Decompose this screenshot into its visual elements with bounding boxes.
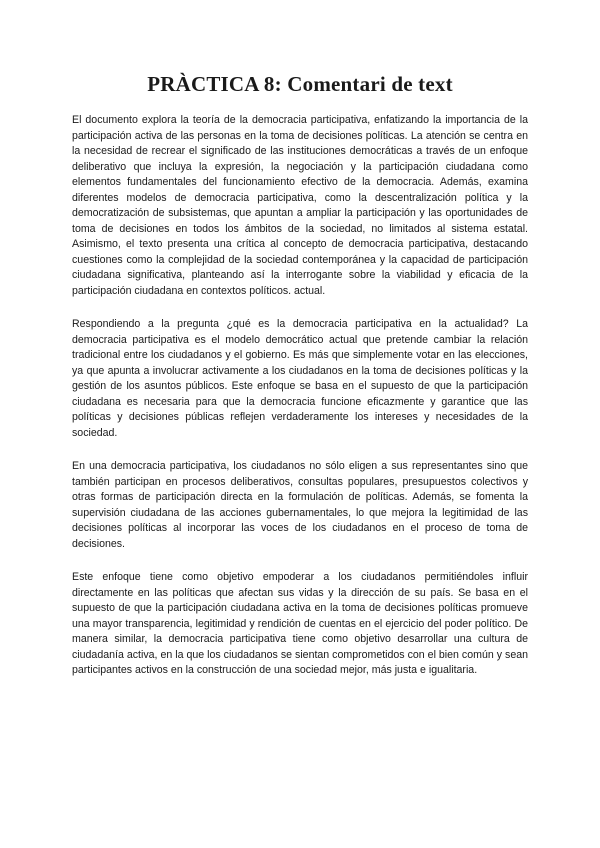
paragraph-summary: El documento explora la teoría de la democracia participativa, enfatizando la importancia de la participación activa de las personas en la toma de decisiones políticas. La atención se centra en la necesidad de recrear el significado de las instituciones democráticas a través de un enfoque deliberativo que incluya la expresión, la negociación y la participación ciudadana como elementos fundamentales del funcionamiento efectivo de la democracia. Además, examina diferentes modelos de democracia participativa, como la descentralización política y la democratización de subsistemas, que apuntan a ampliar la participación y las oportunidades de toma de decisiones en todos los ámbitos de la sociedad, no limitados al sistema estatal. Asimismo, el texto presenta una crítica al concepto de democracia participativa, destacando cuestiones como la complejidad de la sociedad contemporánea y la capacidad de participación ciudadana significativa, planteando así la interrogante sobre la viabilidad y eficacia de la participación ciudadana en contextos políticos. actual. [72, 114, 528, 297]
paragraph-definition: Respondiendo a la pregunta ¿qué es la democracia participativa en la actualidad? La democracia participativa es el modelo democrático actual que pretende cambiar la relación tradicional entre los ciudadanos y el gobierno. Es más que simplemente votar en las elecciones, ya que apunta a involucrar activamente a los ciudadanos en la toma de decisiones políticas y la gestión de los asuntos públicos. Este enfoque se basa en el supuesto de que la participación ciudadana es necesaria para que la democracia funcione eficazmente y garantice que las políticas y decisiones públicas reflejen verdaderamente los intereses y necesidades de la sociedad. [72, 318, 528, 439]
document-title: PRÀCTICA 8: Comentari de text [147, 72, 453, 96]
document-body [72, 113, 528, 697]
paragraph-participation: En una democracia participativa, los ciudadanos no sólo eligen a sus representantes sino que también participan en procesos deliberativos, consultas populares, presupuestos colectivos y otras formas de participación directa en la formulación de políticas. Además, se fomenta la supervisión ciudadana de las acciones gubernamentales, lo que mejora la legitimidad de las decisiones políticas al incorporar las voces de los ciudadanos en el proceso de toma de decisiones. [72, 460, 528, 550]
paragraph-objective: Este enfoque tiene como objetivo empoderar a los ciudadanos permitiéndoles influir directamente en las políticas que afectan sus vidas y la dirección de su país. Se basa en el supuesto de que la participación ciudadana activa en la toma de decisiones políticas promueve una mayor transparencia, legitimidad y rendición de cuentas en el ejercicio del poder político. De manera similar, la democracia participativa tiene como objetivo desarrollar una cultura de ciudadanía activa, en la que los ciudadanos se sientan comprometidos con el bien común y sean participantes activos en la construcción de una sociedad mejor, más justa e igualitaria. [72, 571, 528, 676]
